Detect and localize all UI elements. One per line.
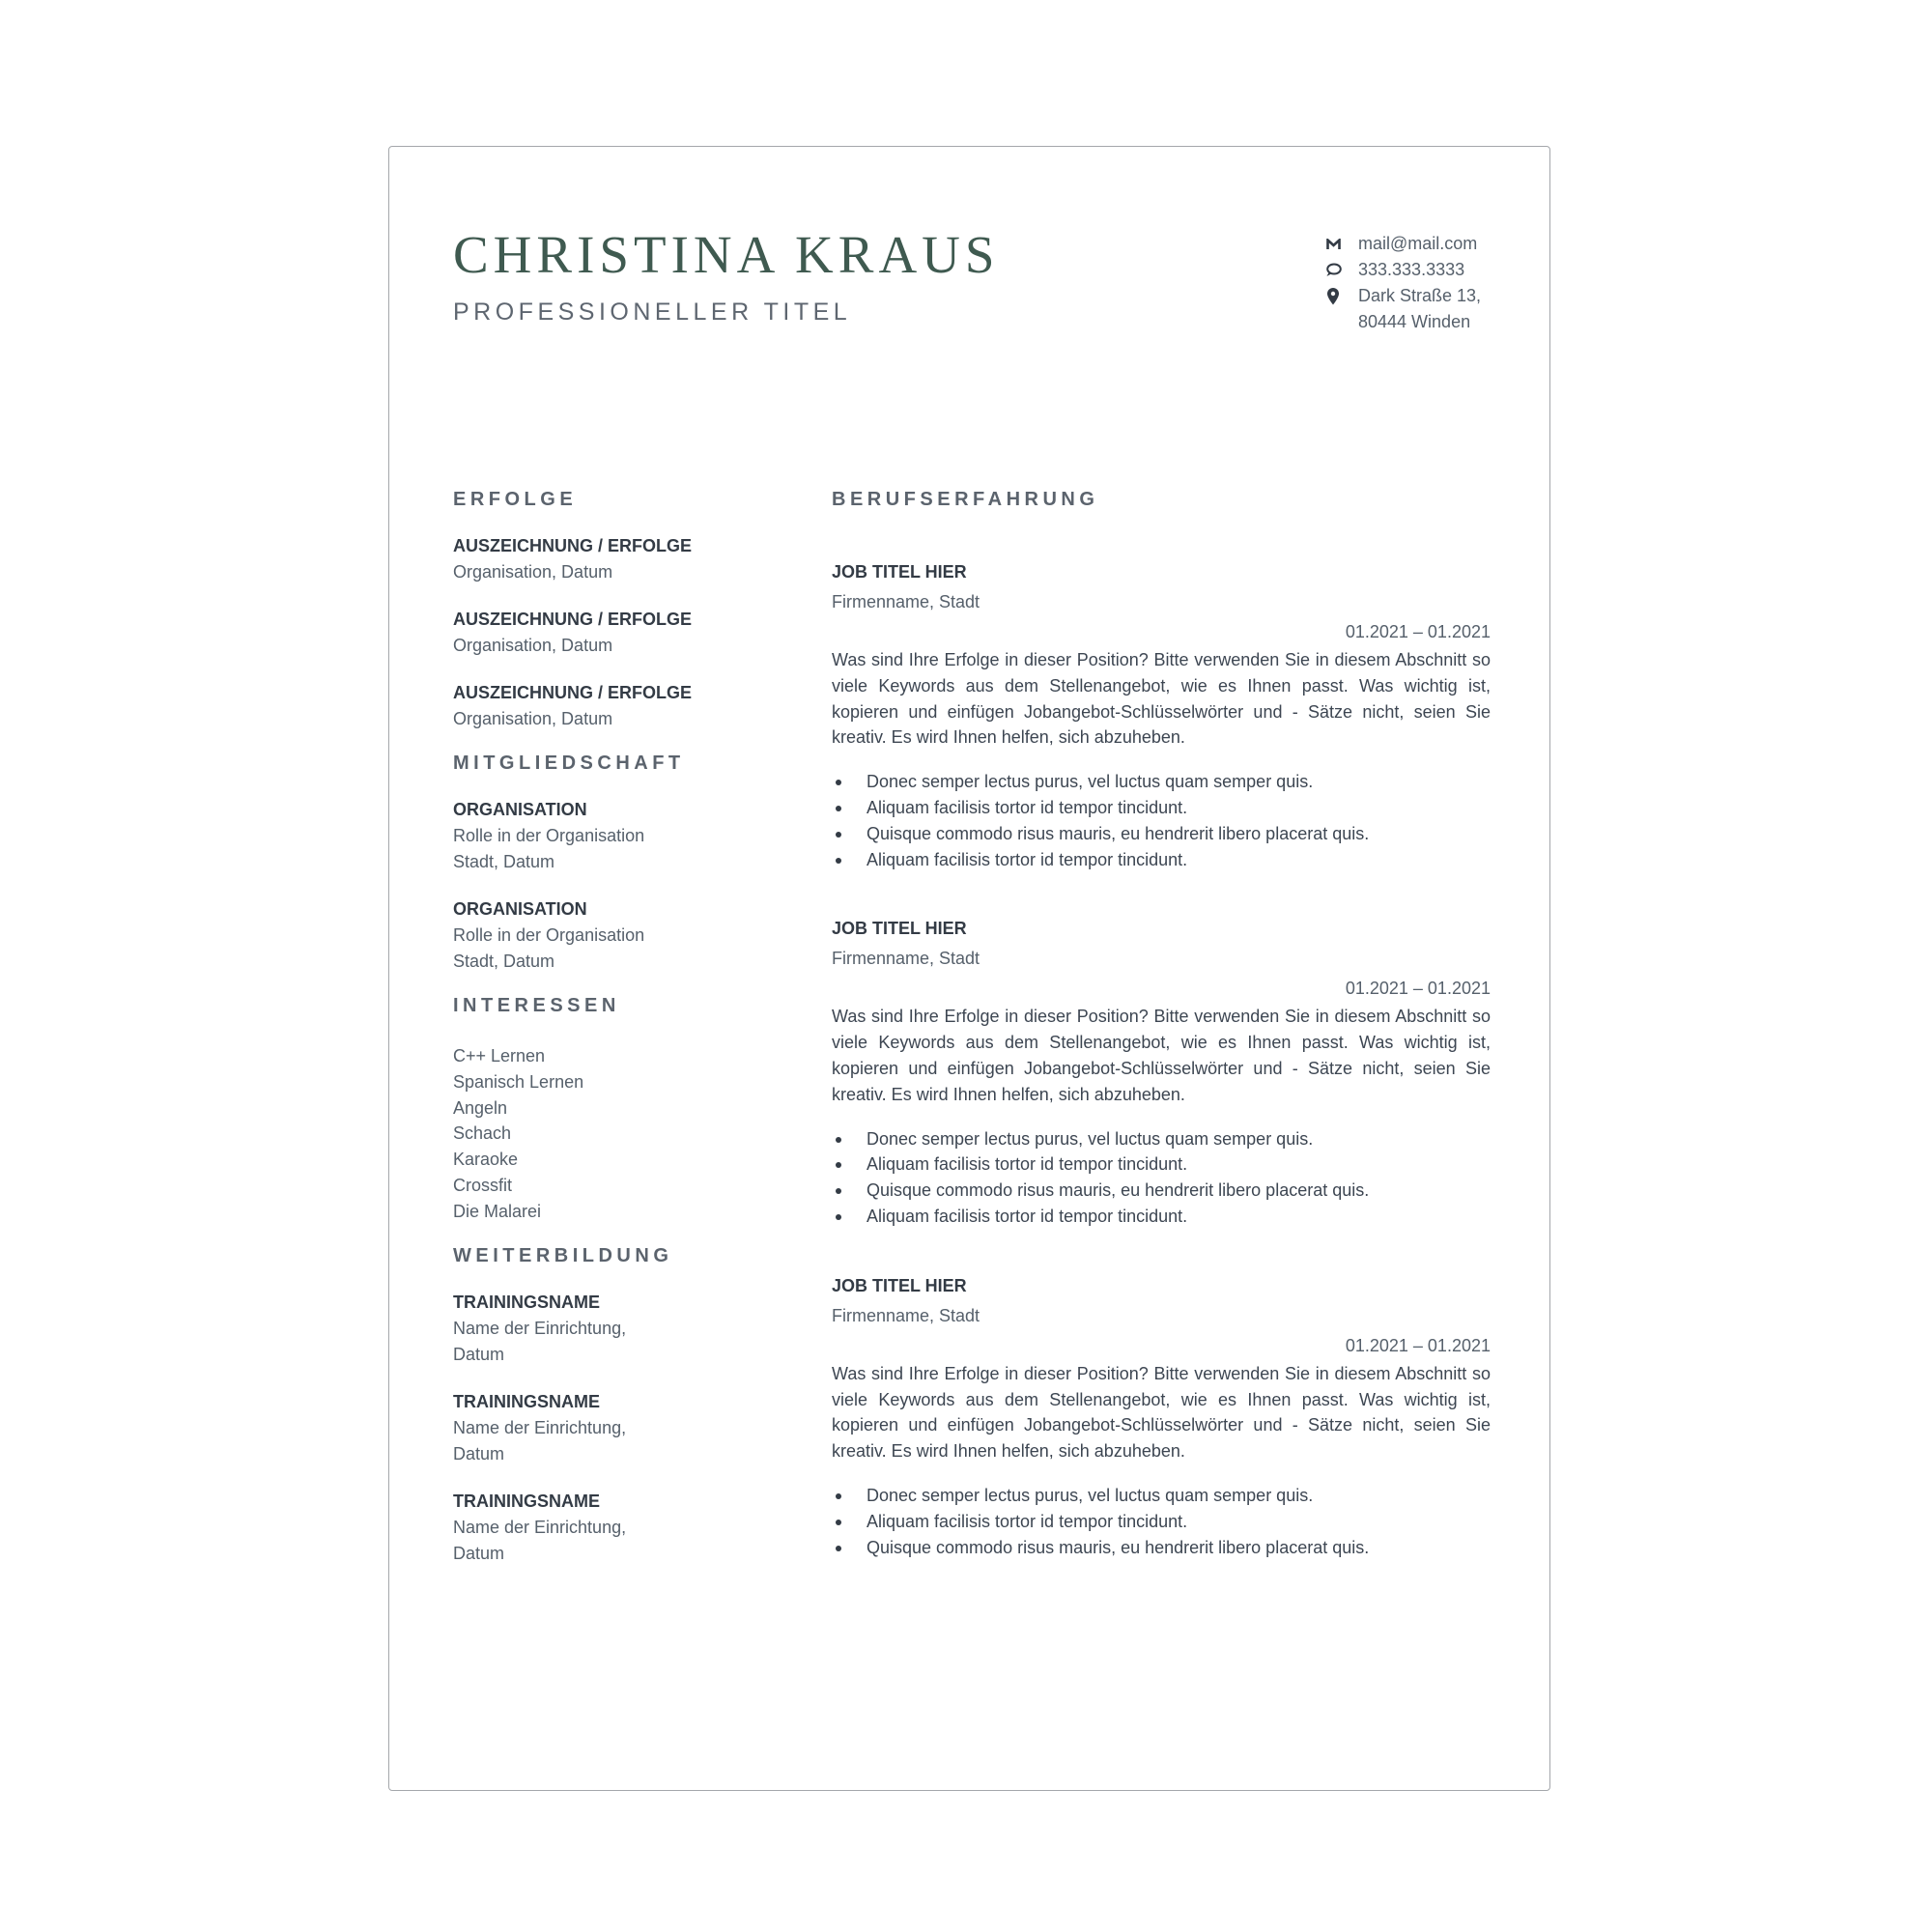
section-heading-erfolge: ERFOLGE: [453, 489, 578, 510]
contact-address: [1358, 283, 1481, 335]
job-entry: [832, 914, 1491, 1229]
section-erfolge: [453, 490, 772, 732]
training-institution: Name der Einrichtung,: [453, 1517, 627, 1537]
membership-organisation: ORGANISATION: [453, 800, 587, 819]
award-title: AUSZEICHNUNG / ERFOLGE: [453, 536, 693, 555]
contact-phone[interactable]: 333.333.3333: [1358, 260, 1465, 279]
job-bullet: Quisque commodo risus mauris, eu hendrerit libero placerat quis.: [832, 1535, 1491, 1561]
mail-icon: [1324, 231, 1342, 257]
experience-column: [832, 490, 1491, 1560]
job-entry: [832, 1271, 1491, 1561]
address-line-2: 80444 Winden: [1358, 312, 1471, 331]
training-name: TRAININGSNAME: [453, 1292, 600, 1312]
award-title: AUSZEICHNUNG / ERFOLGE: [453, 610, 693, 629]
training-date: Datum: [453, 1543, 505, 1563]
award-item: [453, 680, 772, 732]
speech-bubble-icon: [1324, 257, 1342, 283]
award-organisation: Organisation, Datum: [453, 562, 613, 582]
job-description: Was sind Ihre Erfolge in dieser Position? Bitte verwenden Sie in diesem Abschnitt so viele Keywords aus dem Stellenangebot, wie es Ihnen passt. Was wichtig ist, kopieren und einfügen Jobangebot-Schlüsselwörter und - Sätze nicht, seien Sie kreativ. Es wird Ihnen helfen, sich abzuheben.: [832, 1007, 1491, 1104]
award-organisation: Organisation, Datum: [453, 636, 613, 655]
interest-item: C++ Lernen: [453, 1046, 546, 1065]
job-bullet: Quisque commodo risus mauris, eu hendrerit libero placerat quis.: [832, 821, 1491, 847]
job-dates: 01.2021 – 01.2021: [1345, 622, 1491, 641]
membership-role: Rolle in der Organisation: [453, 826, 645, 845]
training-item: [453, 1290, 772, 1368]
training-name: TRAININGSNAME: [453, 1491, 600, 1511]
job-title: JOB TITEL HIER: [832, 1275, 967, 1295]
section-interessen: [453, 996, 772, 1225]
job-bullet: Donec semper lectus purus, vel luctus quam semper quis.: [832, 1126, 1491, 1152]
job-bullet-list: [832, 1483, 1491, 1560]
location-pin-icon: [1324, 283, 1342, 309]
membership-place: Stadt, Datum: [453, 952, 555, 971]
job-bullet-list: [832, 1126, 1491, 1230]
job-dates: 01.2021 – 01.2021: [1345, 979, 1491, 999]
membership-item: [453, 797, 772, 875]
membership-place: Stadt, Datum: [453, 852, 555, 871]
resume-page: [388, 146, 1550, 1791]
job-company: Firmenname, Stadt: [832, 1305, 980, 1325]
training-date: Datum: [453, 1344, 505, 1364]
training-item: [453, 1389, 772, 1467]
job-description: Was sind Ihre Erfolge in dieser Position? Bitte verwenden Sie in diesem Abschnitt so viele Keywords aus dem Stellenangebot, wie es Ihnen passt. Was wichtig ist, kopieren und einfügen Jobangebot-Schlüsselwörter und - Sätze nicht, seien Sie kreativ. Es wird Ihnen helfen, sich abzuheben.: [832, 650, 1491, 748]
membership-role: Rolle in der Organisation: [453, 925, 645, 945]
training-date: Datum: [453, 1443, 505, 1463]
interest-item: Angeln: [453, 1097, 508, 1118]
award-organisation: Organisation, Datum: [453, 709, 613, 728]
interest-item: Crossfit: [453, 1175, 513, 1195]
job-bullet: Aliquam facilisis tortor id tempor tincidunt.: [832, 1151, 1491, 1178]
interest-item: Spanisch Lernen: [453, 1071, 584, 1092]
training-item: [453, 1489, 772, 1567]
job-title: JOB TITEL HIER: [832, 562, 967, 582]
contact-phone-row: [1324, 257, 1481, 283]
job-bullet: Quisque commodo risus mauris, eu hendrerit libero placerat quis.: [832, 1178, 1491, 1204]
job-bullet: Aliquam facilisis tortor id tempor tincidunt.: [832, 1204, 1491, 1230]
job-bullet: Donec semper lectus purus, vel luctus quam semper quis.: [832, 769, 1491, 795]
award-item: [453, 607, 772, 659]
sidebar-column: [453, 490, 772, 1567]
contact-block: [1324, 231, 1481, 335]
job-title: JOB TITEL HIER: [832, 919, 967, 939]
job-company: Firmenname, Stadt: [832, 592, 980, 611]
contact-email[interactable]: mail@mail.com: [1358, 234, 1478, 253]
training-institution: Name der Einrichtung,: [453, 1417, 627, 1437]
contact-email-row: [1324, 231, 1481, 257]
candidate-name: CHRISTINA KRAUS: [453, 225, 1000, 284]
job-bullet: Aliquam facilisis tortor id tempor tincidunt.: [832, 847, 1491, 873]
interest-list: [453, 1043, 772, 1225]
interest-item: Schach: [453, 1123, 512, 1144]
job-bullet: Aliquam facilisis tortor id tempor tincidunt.: [832, 795, 1491, 821]
contact-address-row: [1324, 283, 1481, 335]
address-line-1: Dark Straße 13,: [1358, 286, 1482, 305]
job-description: Was sind Ihre Erfolge in dieser Position? Bitte verwenden Sie in diesem Abschnitt so viele Keywords aus dem Stellenangebot, wie es Ihnen passt. Was wichtig ist, kopieren und einfügen Jobangebot-Schlüsselwörter und - Sätze nicht, seien Sie kreativ. Es wird Ihnen helfen, sich abzuheben.: [832, 1363, 1491, 1462]
professional-title: PROFESSIONELLER TITEL: [453, 298, 852, 326]
training-institution: Name der Einrichtung,: [453, 1318, 627, 1338]
job-company: Firmenname, Stadt: [832, 949, 980, 969]
interest-item: Karaoke: [453, 1150, 519, 1170]
job-bullet: Donec semper lectus purus, vel luctus quam semper quis.: [832, 1483, 1491, 1509]
job-entry: [832, 557, 1491, 872]
award-item: [453, 533, 772, 585]
section-heading-berufserfahrung: BERUFSERFAHRUNG: [832, 489, 1099, 510]
job-bullet-list: [832, 769, 1491, 872]
section-heading-weiterbildung: WEITERBILDUNG: [453, 1244, 673, 1266]
section-heading-mitgliedschaft: MITGLIEDSCHAFT: [453, 753, 685, 774]
award-title: AUSZEICHNUNG / ERFOLGE: [453, 683, 693, 702]
interest-item: Die Malarei: [453, 1201, 542, 1221]
training-name: TRAININGSNAME: [453, 1391, 600, 1411]
section-heading-interessen: INTERESSEN: [453, 995, 620, 1016]
section-weiterbildung: [453, 1246, 772, 1567]
membership-item: [453, 896, 772, 975]
job-bullet: Aliquam facilisis tortor id tempor tincidunt.: [832, 1509, 1491, 1535]
membership-organisation: ORGANISATION: [453, 899, 587, 919]
job-dates: 01.2021 – 01.2021: [1345, 1335, 1491, 1355]
section-mitgliedschaft: [453, 753, 772, 975]
